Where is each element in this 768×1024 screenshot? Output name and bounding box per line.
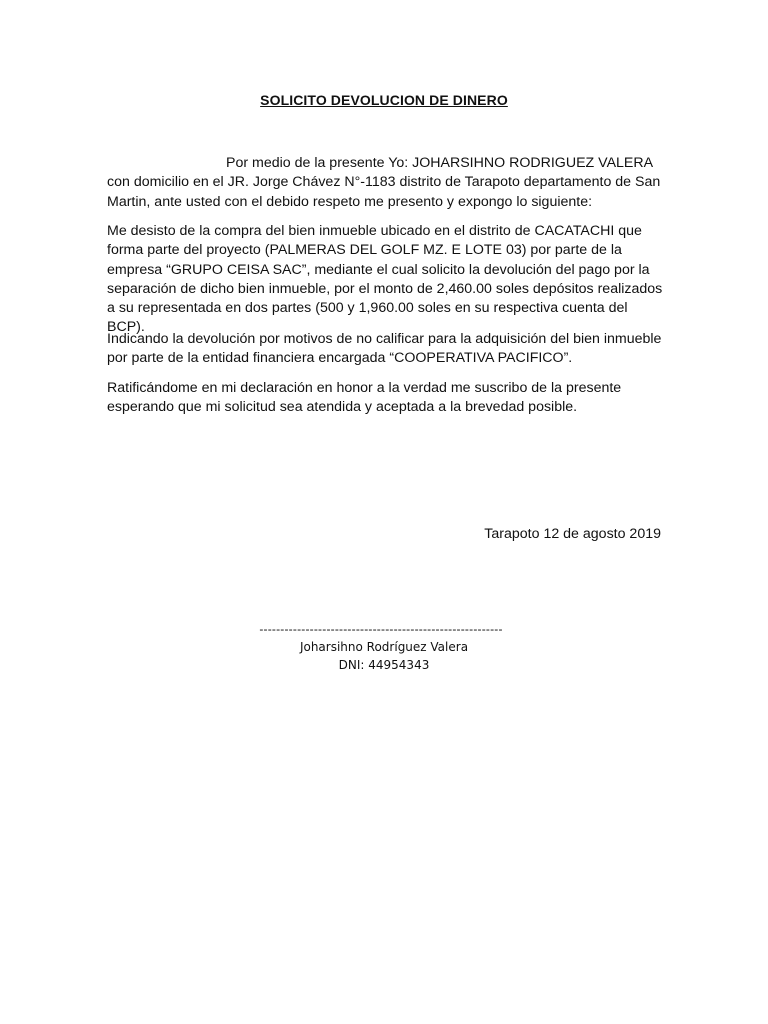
paragraph-introduction: Por medio de la presente Yo: JOHARSIHNO RODRIGUEZ VALERA con domicilio en el JR. Jorge Chávez N°-1183 distrito de Tarapoto departamento de San Martin, ante usted con el debido respeto me presento y expongo lo siguiente: bbox=[107, 155, 661, 210]
paragraph-closing: Ratificándome en mi declaración en honor a la verdad me suscribo de la presente esperando que mi solicitud sea atendida y aceptada a la brevedad posible. bbox=[107, 380, 622, 416]
document-title: SOLICITO DEVOLUCION DE DINERO bbox=[260, 92, 508, 108]
signatory-dni: DNI: 44954343 bbox=[338, 658, 430, 672]
signature-block bbox=[0, 620, 768, 674]
paragraph-reason: Indicando la devolución por motivos de no calificar para la adquisición del bien inmueble por parte de la entidad financiera encargada “COOPERATIVA PACIFICO”. bbox=[107, 331, 662, 367]
document-date: Tarapoto 12 de agosto 2019 bbox=[484, 526, 661, 542]
paragraph-request: Me desisto de la compra del bien inmueble ubicado en el distrito de CACATACHI que forma parte del proyecto (PALMERAS DEL GOLF MZ. E LOTE 03) por parte de la empresa “GRUPO CEISA SAC”, mediante el cual solicito la devolución del pago por la separación de dicho bien inmueble, por el monto de 2,460.00 soles depósitos realizados a su representada en dos partes (500 y 1,960.00 soles en su respectiva cuenta del BCP). bbox=[107, 223, 663, 336]
signature-line: ---------------------------------------------------------- bbox=[259, 622, 503, 636]
signatory-name: Joharsihno Rodríguez Valera bbox=[299, 640, 469, 654]
